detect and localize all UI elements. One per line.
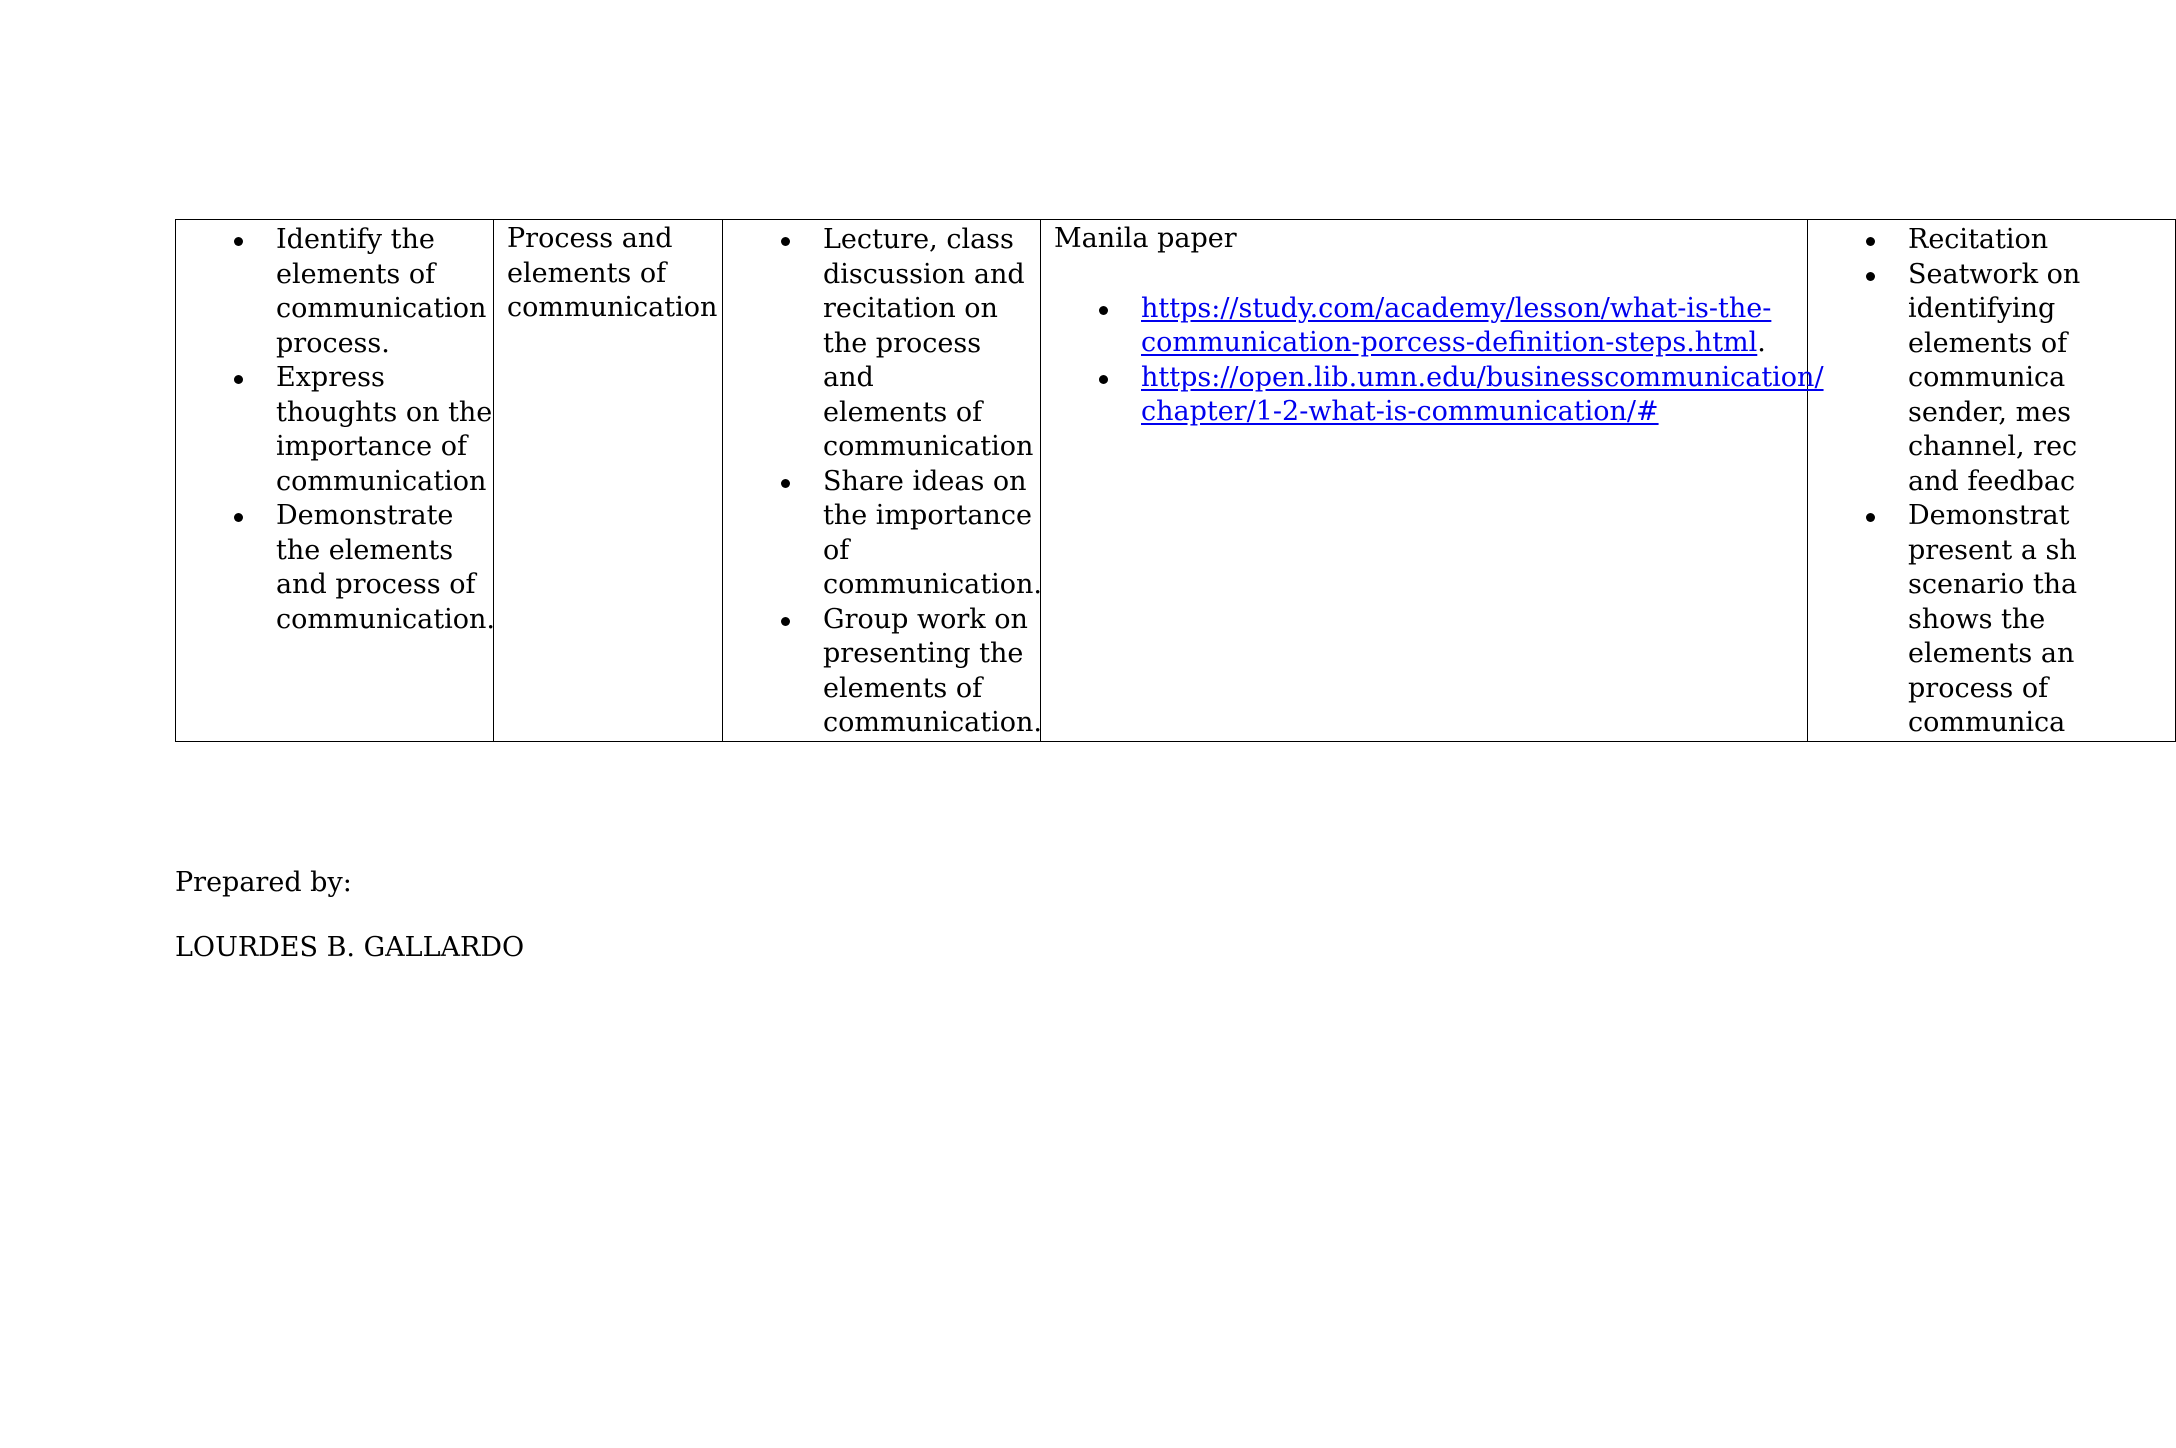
reference-link[interactable] [1141, 362, 1824, 428]
objectives-cell [176, 220, 494, 742]
list-item [1908, 499, 2175, 741]
bullet-icon [234, 375, 243, 384]
list-item-text: discussion and [823, 258, 1025, 290]
list-item-text: the elements [276, 534, 454, 566]
list-item-text: communication. [276, 603, 495, 635]
materials-cell [1041, 220, 1824, 742]
list-item-text: Identify the [276, 224, 435, 255]
list-item-text: identifying [1908, 293, 2056, 324]
list-item-text: Demonstrat [1908, 500, 2070, 531]
list-item-text: presenting the [823, 638, 1024, 669]
list-item-text: sender, mes [1908, 396, 2072, 428]
list-item [823, 223, 1040, 465]
reference-link-text: https://study.com/academy/lesson/what-is-the- [1141, 292, 1772, 324]
list-item [276, 499, 493, 637]
list-item-text: and process of [276, 569, 476, 600]
preparer-name: LOURDES B. GALLARDO [175, 932, 525, 963]
list-item-text: process of [1908, 672, 2049, 704]
assessment-list [1908, 223, 2175, 741]
list-item-text: communication [276, 465, 487, 497]
list-item-text: elements of [823, 396, 983, 428]
list-item-text: communication [823, 431, 1034, 462]
bullet-icon [1099, 306, 1108, 315]
list-item-text: scenario tha [1908, 569, 2078, 600]
bullet-icon [1099, 375, 1108, 384]
list-item [1141, 292, 1807, 361]
list-item [823, 465, 1040, 603]
bullet-icon [1866, 272, 1875, 281]
list-item [1908, 223, 2175, 258]
topic-line: elements of [507, 257, 667, 289]
bullet-icon [781, 237, 790, 246]
list-item [823, 603, 1040, 741]
list-item [1141, 361, 1824, 430]
list-item-text: Seatwork on [1908, 258, 2081, 290]
activities-list [823, 223, 1040, 741]
list-item [276, 361, 493, 499]
list-item-text: Demonstrate [276, 500, 454, 531]
list-item-text: shows the [1908, 603, 2046, 635]
list-item-text: the process and [823, 327, 982, 393]
bullet-icon [781, 617, 790, 626]
objectives-list [276, 223, 493, 637]
list-item-text: Recitation [1908, 224, 2049, 255]
bullet-icon [1866, 513, 1875, 522]
list-item-text: elements an [1908, 638, 2075, 669]
list-item-text: of [823, 534, 850, 566]
reference-link-text: communication-porcess-definition-steps.html [1141, 327, 1758, 358]
reference-link-text: chapter/1-2-what-is-communication/# [1141, 396, 1659, 427]
list-item-text: process. [276, 327, 390, 359]
list-item-text: elements of [823, 672, 983, 704]
list-item-text: Express [276, 362, 385, 393]
list-item-text: communica [1908, 707, 2066, 738]
assessment-cell [1808, 220, 2176, 742]
topic-cell [494, 220, 723, 742]
bullet-icon [234, 237, 243, 246]
list-item-text: communica [1908, 362, 2066, 393]
list-item-text: communication. [823, 707, 1042, 738]
topic-line: Process and [507, 223, 673, 254]
table-row [176, 220, 2176, 742]
list-item-text: and feedbac [1908, 465, 2076, 497]
list-item-text: Lecture, class [823, 224, 1014, 255]
list-item-text: Group work on [823, 603, 1028, 635]
list-item-text: importance of [276, 431, 467, 462]
list-item-text: thoughts on the [276, 396, 493, 428]
list-item-text: the importance [823, 500, 1032, 531]
list-item-text: present a sh [1908, 534, 2077, 566]
list-item-text: elements of [1908, 327, 2068, 359]
list-item-text: Share ideas on [823, 465, 1027, 497]
reference-link[interactable] [1141, 293, 1771, 359]
lesson-plan-table [175, 219, 2176, 742]
reference-links-list [1054, 292, 1824, 430]
topic-line: communication [507, 292, 718, 323]
bullet-icon [781, 479, 790, 488]
list-item-text: channel, rec [1908, 431, 2078, 462]
list-item-text: communication. [823, 569, 1042, 600]
list-item [276, 223, 493, 361]
list-item-text: communication [276, 293, 487, 324]
list-item-text: elements of [276, 258, 436, 290]
activities-cell [723, 220, 1041, 742]
materials-heading: Manila paper [1054, 223, 1237, 254]
bullet-icon [1866, 237, 1875, 246]
topic-text [494, 220, 722, 326]
list-item-text: recitation on [823, 293, 998, 324]
bullet-icon [234, 513, 243, 522]
reference-link-text: https://open.lib.umn.edu/businesscommunication/ [1141, 361, 1824, 393]
prepared-by-label: Prepared by: [175, 867, 352, 898]
list-item [1908, 258, 2175, 500]
link-suffix: . [1757, 327, 1766, 358]
